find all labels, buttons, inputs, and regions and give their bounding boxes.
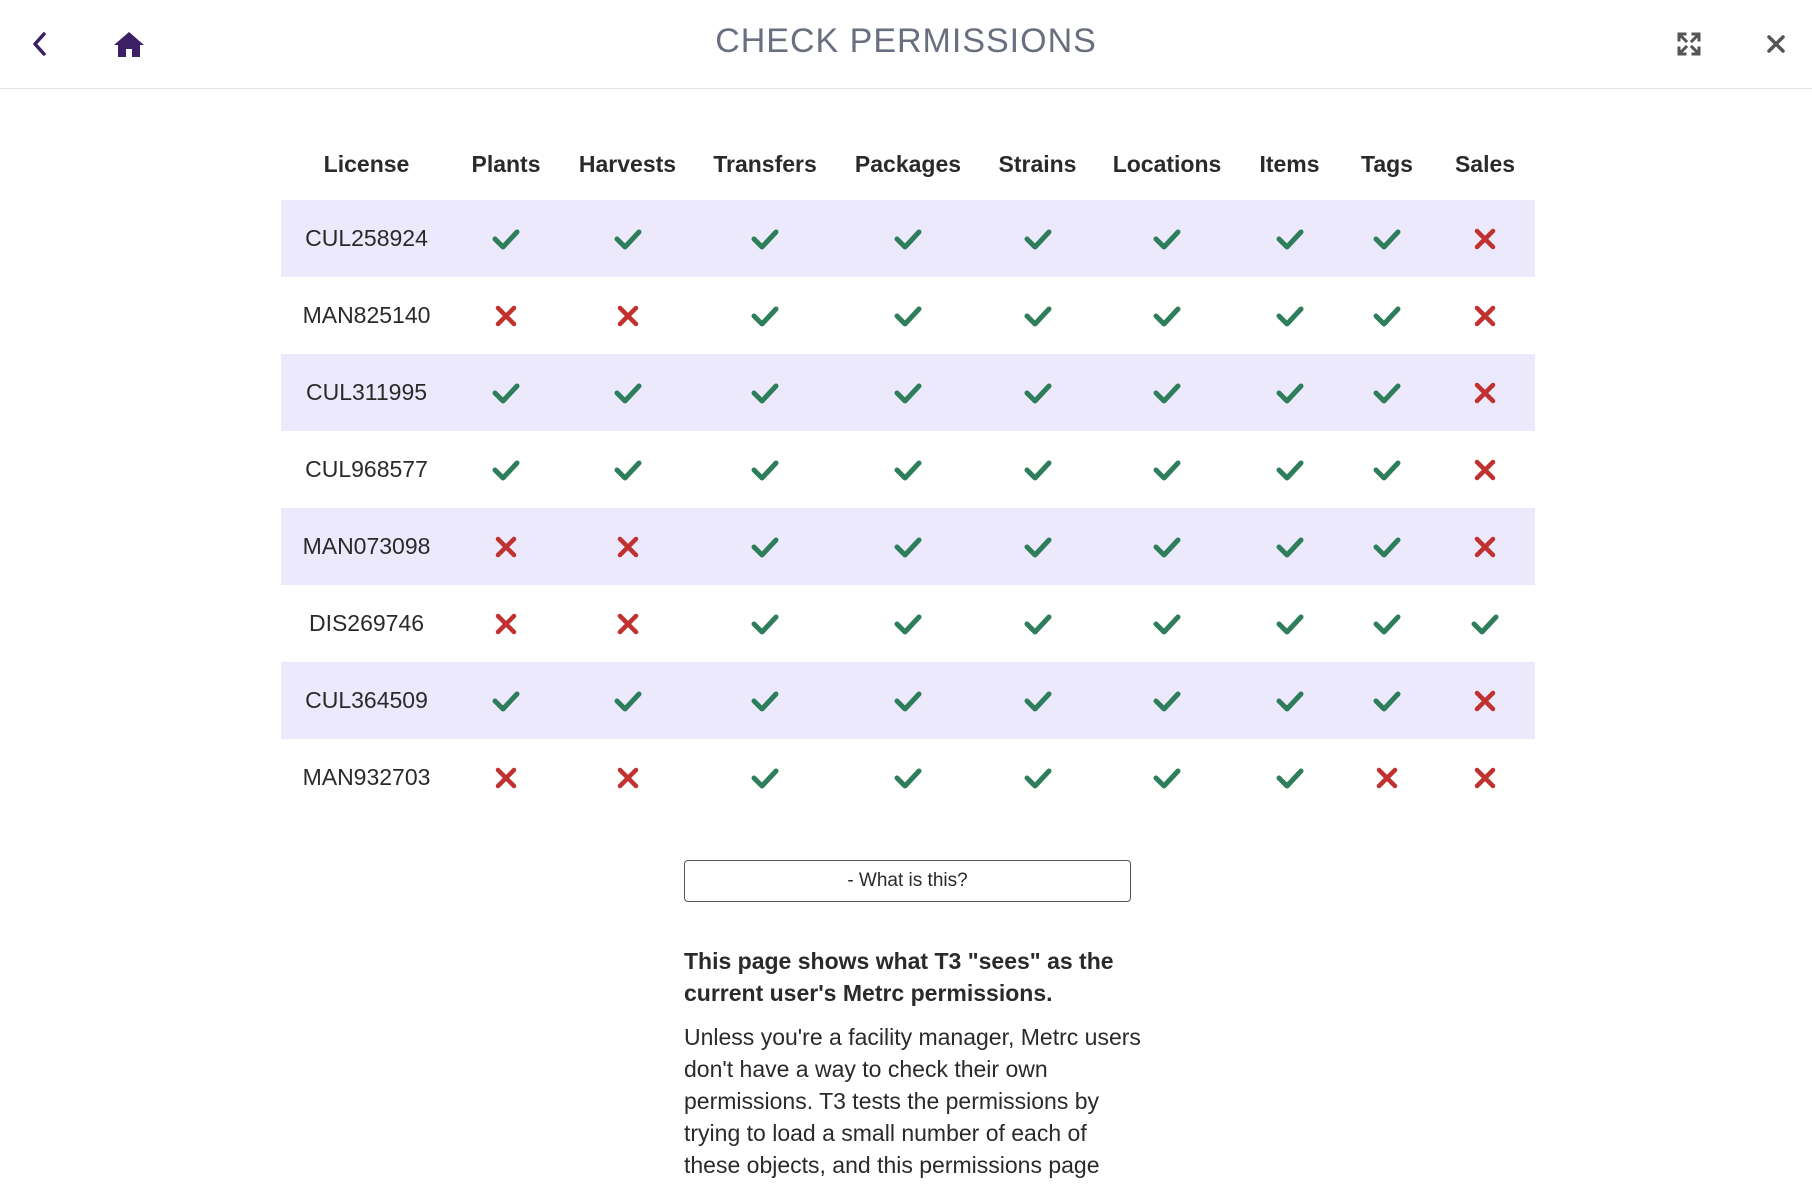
permission-cell-strains — [981, 200, 1094, 277]
info-body: Unless you're a facility manager, Metrc users don't have a way to check their own permissions. T3 tests the permissions by trying to load a small number of each of these objects, and this permissions page — [684, 1024, 1141, 1178]
cross-icon — [613, 763, 643, 793]
permission-cell-packages — [835, 508, 981, 585]
permission-cell-plants — [452, 431, 560, 508]
check-icon — [750, 763, 780, 793]
permission-cell-strains — [981, 508, 1094, 585]
permission-cell-items — [1240, 277, 1339, 354]
permission-cell-packages — [835, 431, 981, 508]
license-cell: CUL968577 — [281, 431, 452, 508]
cross-icon — [613, 532, 643, 562]
permission-cell-harvests — [560, 585, 695, 662]
check-icon — [893, 378, 923, 408]
table-row — [281, 200, 1535, 277]
top-bar — [0, 0, 1812, 89]
permissions-table — [281, 128, 1535, 816]
check-icon — [613, 455, 643, 485]
check-icon — [750, 455, 780, 485]
check-icon — [893, 301, 923, 331]
table-row — [281, 585, 1535, 662]
permission-cell-locations — [1094, 662, 1240, 739]
check-icon — [491, 686, 521, 716]
check-icon — [1152, 532, 1182, 562]
check-icon — [1152, 301, 1182, 331]
info-heading: This page shows what T3 "sees" as the current user's Metrc permissions. — [684, 948, 1114, 1006]
permission-cell-transfers — [695, 662, 835, 739]
check-icon — [750, 301, 780, 331]
cross-icon — [613, 301, 643, 331]
permission-cell-plants — [452, 585, 560, 662]
expand-button[interactable] — [1665, 20, 1713, 68]
permission-cell-locations — [1094, 200, 1240, 277]
table-header-row — [281, 128, 1535, 200]
check-icon — [491, 455, 521, 485]
what-is-this-button[interactable]: - What is this? — [684, 860, 1131, 902]
table-row — [281, 277, 1535, 354]
license-cell: MAN073098 — [281, 508, 452, 585]
permission-cell-tags — [1339, 431, 1435, 508]
permission-cell-locations — [1094, 431, 1240, 508]
permission-cell-tags — [1339, 739, 1435, 816]
check-icon — [1275, 686, 1305, 716]
permission-cell-strains — [981, 585, 1094, 662]
permission-cell-transfers — [695, 200, 835, 277]
permission-cell-items — [1240, 508, 1339, 585]
column-header-strains: Strains — [998, 150, 1077, 177]
page-title: CHECK PERMISSIONS — [715, 22, 1097, 60]
permissions-table-container — [281, 128, 1535, 816]
check-icon — [1023, 686, 1053, 716]
column-header-sales: Sales — [1454, 150, 1516, 177]
check-icon — [1152, 455, 1182, 485]
permission-cell-harvests — [560, 354, 695, 431]
cross-icon — [491, 301, 521, 331]
check-icon — [613, 686, 643, 716]
permission-cell-locations — [1094, 508, 1240, 585]
permission-cell-harvests — [560, 508, 695, 585]
check-icon — [750, 532, 780, 562]
check-icon — [1372, 532, 1402, 562]
table-row — [281, 739, 1535, 816]
check-icon — [893, 455, 923, 485]
expand-icon — [1676, 31, 1702, 57]
permission-cell-plants — [452, 200, 560, 277]
cross-icon — [1470, 455, 1500, 485]
license-cell: CUL311995 — [281, 354, 452, 431]
permission-cell-items — [1240, 585, 1339, 662]
permission-cell-harvests — [560, 739, 695, 816]
cross-icon — [491, 609, 521, 639]
close-icon — [1765, 33, 1787, 55]
permission-cell-sales — [1435, 739, 1535, 816]
permission-cell-tags — [1339, 585, 1435, 662]
cross-icon — [1470, 301, 1500, 331]
cross-icon — [491, 763, 521, 793]
permission-cell-plants — [452, 354, 560, 431]
permission-cell-strains — [981, 277, 1094, 354]
column-header-license: License — [323, 150, 410, 177]
check-icon — [1275, 532, 1305, 562]
permission-cell-tags — [1339, 277, 1435, 354]
check-icon — [613, 224, 643, 254]
permission-cell-harvests — [560, 431, 695, 508]
close-button[interactable] — [1752, 20, 1800, 68]
check-icon — [893, 609, 923, 639]
permission-cell-tags — [1339, 200, 1435, 277]
cross-icon — [613, 609, 643, 639]
check-icon — [1023, 224, 1053, 254]
check-icon — [1372, 609, 1402, 639]
check-icon — [1152, 686, 1182, 716]
permission-cell-items — [1240, 431, 1339, 508]
cross-icon — [1470, 763, 1500, 793]
table-row — [281, 354, 1535, 431]
license-cell: MAN932703 — [281, 739, 452, 816]
cross-icon — [1372, 763, 1402, 793]
permission-cell-packages — [835, 277, 981, 354]
cross-icon — [491, 532, 521, 562]
info-panel — [684, 945, 1144, 1181]
check-icon — [1372, 301, 1402, 331]
cross-icon — [1470, 532, 1500, 562]
check-icon — [491, 224, 521, 254]
column-header-locations: Locations — [1112, 150, 1222, 177]
column-header-packages: Packages — [854, 150, 962, 177]
check-icon — [1023, 301, 1053, 331]
permission-cell-harvests — [560, 662, 695, 739]
permission-cell-packages — [835, 739, 981, 816]
permission-cell-harvests — [560, 200, 695, 277]
permission-cell-transfers — [695, 585, 835, 662]
permission-cell-packages — [835, 662, 981, 739]
license-cell: CUL364509 — [281, 662, 452, 739]
permission-cell-locations — [1094, 277, 1240, 354]
permission-cell-strains — [981, 662, 1094, 739]
permission-cell-sales — [1435, 662, 1535, 739]
permission-cell-sales — [1435, 277, 1535, 354]
check-icon — [1275, 378, 1305, 408]
table-row — [281, 431, 1535, 508]
check-icon — [613, 378, 643, 408]
permission-cell-plants — [452, 277, 560, 354]
permission-cell-strains — [981, 354, 1094, 431]
check-icon — [750, 686, 780, 716]
license-cell: CUL258924 — [281, 200, 452, 277]
table-row — [281, 508, 1535, 585]
permission-cell-transfers — [695, 354, 835, 431]
check-icon — [1275, 763, 1305, 793]
permission-cell-sales — [1435, 508, 1535, 585]
check-icon — [1470, 609, 1500, 639]
cross-icon — [1470, 224, 1500, 254]
permission-cell-plants — [452, 662, 560, 739]
check-icon — [1275, 609, 1305, 639]
check-icon — [750, 609, 780, 639]
check-icon — [1152, 609, 1182, 639]
table-body — [281, 200, 1535, 816]
check-icon — [750, 378, 780, 408]
check-icon — [1275, 301, 1305, 331]
check-icon — [491, 378, 521, 408]
check-icon — [1372, 224, 1402, 254]
check-icon — [1023, 609, 1053, 639]
permission-cell-sales — [1435, 354, 1535, 431]
column-header-transfers: Transfers — [713, 150, 817, 177]
check-icon — [1372, 455, 1402, 485]
check-icon — [893, 686, 923, 716]
permission-cell-packages — [835, 200, 981, 277]
check-icon — [1152, 224, 1182, 254]
check-icon — [893, 224, 923, 254]
permission-cell-transfers — [695, 739, 835, 816]
cross-icon — [1470, 378, 1500, 408]
permission-cell-locations — [1094, 354, 1240, 431]
check-icon — [1372, 686, 1402, 716]
permission-cell-transfers — [695, 277, 835, 354]
permission-cell-sales — [1435, 200, 1535, 277]
permission-cell-sales — [1435, 585, 1535, 662]
license-cell: MAN825140 — [281, 277, 452, 354]
check-icon — [1023, 455, 1053, 485]
column-header-items: Items — [1259, 150, 1320, 177]
check-icon — [1023, 378, 1053, 408]
cross-icon — [1470, 686, 1500, 716]
permission-cell-items — [1240, 200, 1339, 277]
permission-cell-transfers — [695, 431, 835, 508]
license-cell: DIS269746 — [281, 585, 452, 662]
check-icon — [750, 224, 780, 254]
check-icon — [1023, 532, 1053, 562]
column-header-plants: Plants — [471, 150, 541, 177]
check-icon — [1275, 224, 1305, 254]
permission-cell-strains — [981, 431, 1094, 508]
column-header-tags: Tags — [1361, 150, 1413, 177]
permission-cell-plants — [452, 508, 560, 585]
check-icon — [1275, 455, 1305, 485]
check-icon — [893, 763, 923, 793]
permission-cell-packages — [835, 354, 981, 431]
permission-cell-locations — [1094, 585, 1240, 662]
permission-cell-tags — [1339, 508, 1435, 585]
permission-cell-items — [1240, 354, 1339, 431]
permission-cell-items — [1240, 662, 1339, 739]
permission-cell-items — [1240, 739, 1339, 816]
check-icon — [1023, 763, 1053, 793]
permission-cell-plants — [452, 739, 560, 816]
permission-cell-tags — [1339, 354, 1435, 431]
column-header-harvests: Harvests — [578, 150, 677, 177]
check-icon — [893, 532, 923, 562]
table-row — [281, 662, 1535, 739]
permission-cell-locations — [1094, 739, 1240, 816]
permission-cell-harvests — [560, 277, 695, 354]
permission-cell-strains — [981, 739, 1094, 816]
permission-cell-transfers — [695, 508, 835, 585]
check-icon — [1152, 378, 1182, 408]
check-icon — [1152, 763, 1182, 793]
permission-cell-packages — [835, 585, 981, 662]
permission-cell-sales — [1435, 431, 1535, 508]
check-icon — [1372, 378, 1402, 408]
permission-cell-tags — [1339, 662, 1435, 739]
